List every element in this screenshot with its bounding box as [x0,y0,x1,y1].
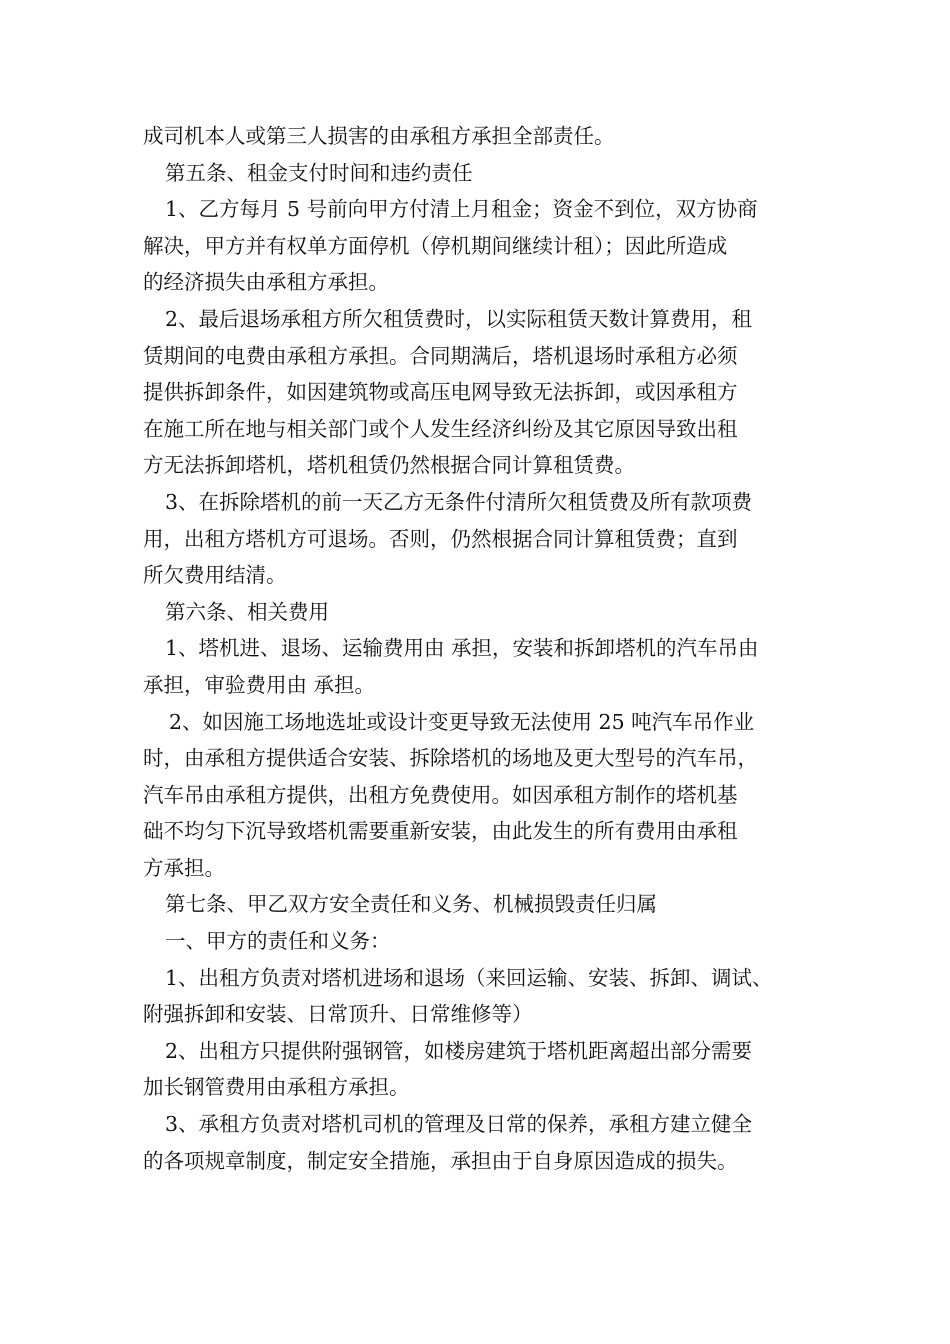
text-line: 附强拆卸和安装、日常顶升、日常维修等） [143,1002,533,1027]
section-heading-5: 第五条、租金支付时间和违约责任 [165,160,473,185]
text-line: 2、如因施工场地选址或设计变更导致无法使用 25 吨汽车吊作业 [169,709,755,734]
text-line: 3、承租方负责对塔机司机的管理及日常的保养，承租方建立健全 [165,1112,753,1137]
text-line: 赁期间的电费由承租方承担。合同期满后，塔机退场时承租方必须 [143,343,738,368]
text-line: 所欠费用结清。 [143,563,287,588]
text-line: 的各项规章制度，制定安全措施，承担由于自身原因造成的损失。 [143,1148,738,1173]
text-line: 1、塔机进、退场、运输费用由 承担，安装和拆卸塔机的汽车吊由 [165,636,759,661]
text-line: 方承担。 [143,855,225,880]
text-line: 方无法拆卸塔机，塔机租赁仍然根据合同计算租赁费。 [143,453,635,478]
text-line: 的经济损失由承租方承担。 [143,270,389,295]
text-line: 2、出租方只提供附强钢管，如楼房建筑于塔机距离超出部分需要 [165,1038,753,1063]
text-line: 解决，甲方并有权单方面停机（停机期间继续计租）；因此所造成 [143,233,728,258]
text-line: 础不均匀下沉导致塔机需要重新安装，由此发生的所有费用由承租 [143,819,738,844]
text-line: 成司机本人或第三人损害的由承租方承担全部责任。 [143,124,615,148]
text-line: 3、在拆除塔机的前一天乙方无条件付清所欠租赁费及所有款项费 [165,489,753,514]
text-line: 承担，审验费用由 承担。 [143,672,376,697]
text-line: 提供拆卸条件，如因建筑物或高压电网导致无法拆卸，或因承租方 [143,380,738,405]
text-line: 时，由承租方提供适合安装、拆除塔机的场地及更大型号的汽车吊， [143,746,758,771]
subsection-heading: 一、甲方的责任和义务： [165,929,391,954]
section-heading-6: 第六条、相关费用 [165,599,329,624]
text-line: 1、乙方每月 5 号前向甲方付清上月租金；资金不到位，双方协商 [165,197,758,222]
contract-body-text [143,118,823,1179]
text-line: 2、最后退场承租方所欠租赁费时，以实际租赁天数计算费用，租 [165,306,753,331]
text-line: 汽车吊由承租方提供，出租方免费使用。如因承租方制作的塔机基 [143,782,738,807]
text-line: 在施工所在地与相关部门或个人发生经济纠纷及其它原因导致出租 [143,416,738,441]
text-line: 用，出租方塔机方可退场。否则，仍然根据合同计算租赁费；直到 [143,526,738,551]
text-line: 1、出租方负责对塔机进场和退场（来回运输、安装、拆卸、调试、 [165,965,773,990]
text-line: 加长钢管费用由承租方承担。 [143,1075,410,1100]
section-heading-7: 第七条、甲乙双方安全责任和义务、机械损毁责任归属 [165,892,657,917]
